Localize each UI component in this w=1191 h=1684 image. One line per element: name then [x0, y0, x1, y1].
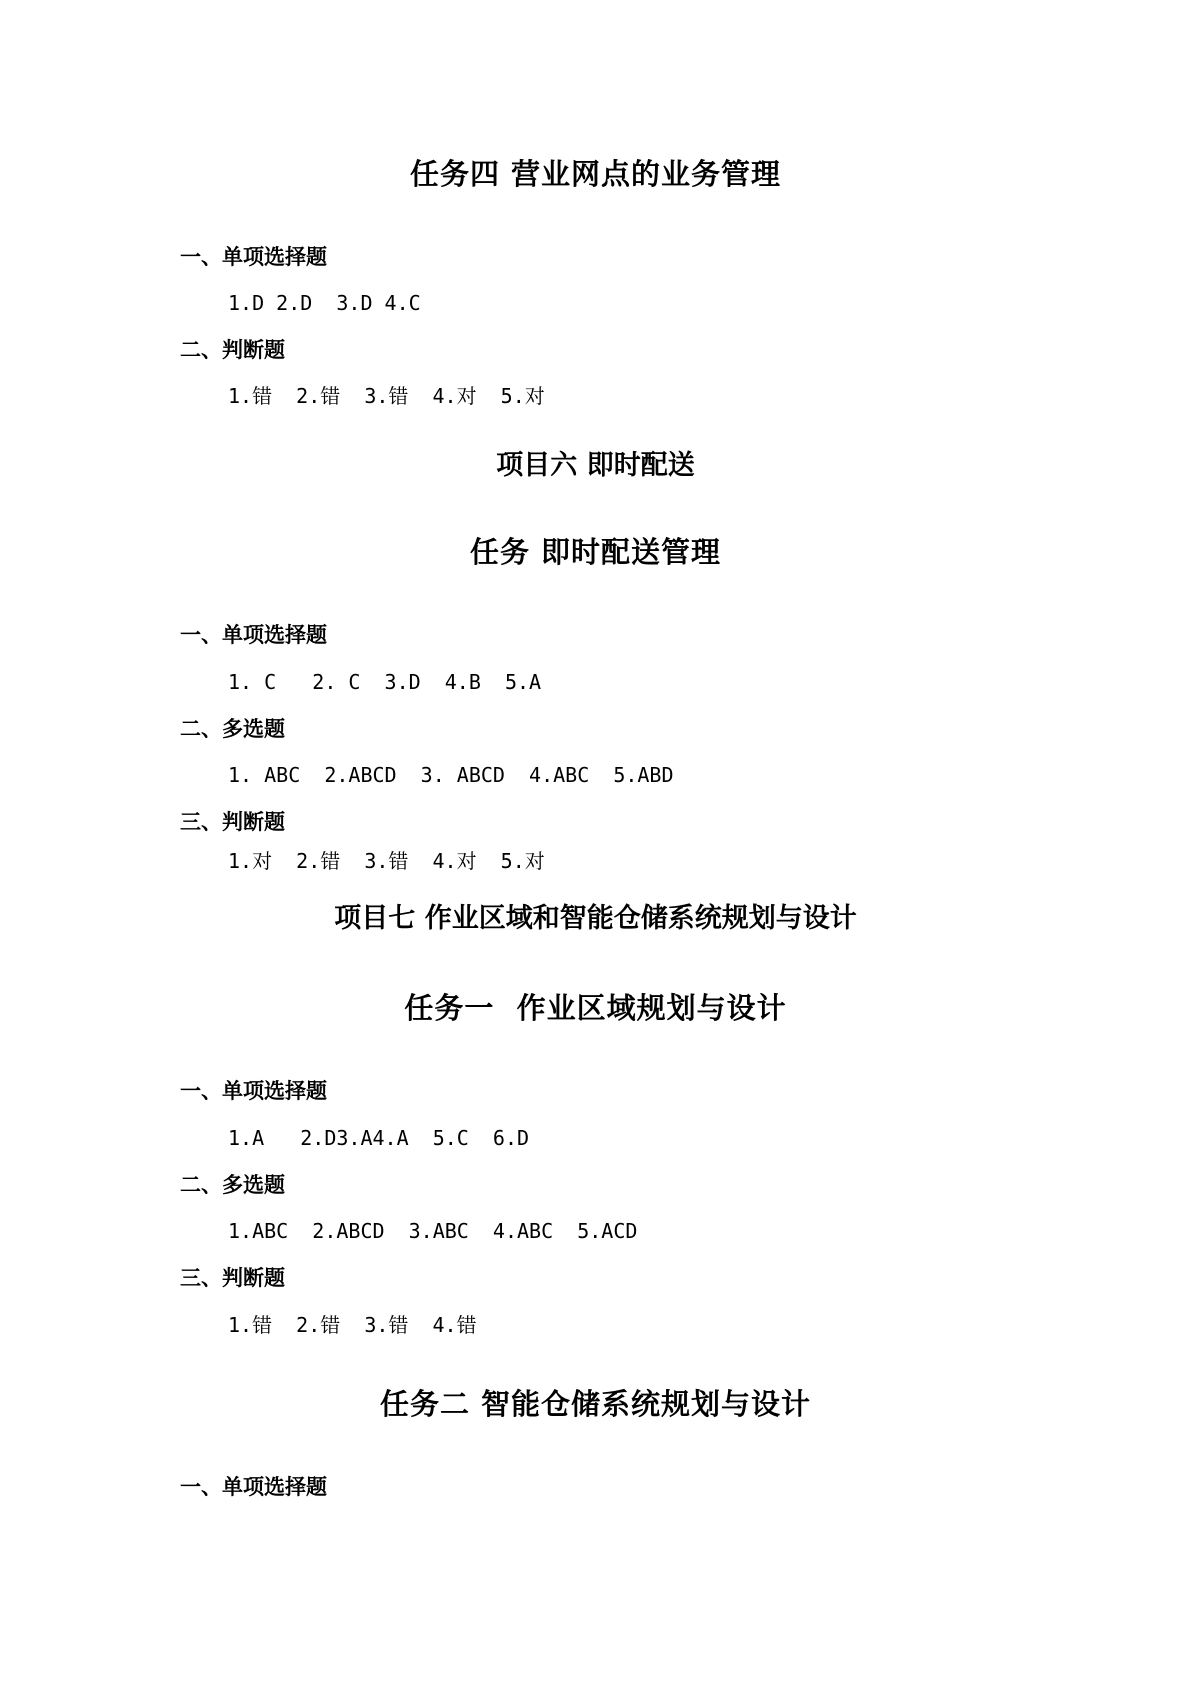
section-heading: 一、单项选择题: [180, 622, 327, 647]
project-title: 项目六 即时配送: [496, 450, 695, 481]
section-heading: 三、判断题: [180, 809, 285, 834]
answer-line: 1.错 2.错 3.错 4.对 5.对: [228, 384, 545, 408]
answer-line: 1.D 2.D 3.D 4.C: [228, 291, 421, 315]
answer-line: 1.错 2.错 3.错 4.错: [228, 1313, 477, 1337]
section-heading: 一、单项选择题: [180, 1474, 327, 1499]
task-title: 任务四 营业网点的业务管理: [409, 157, 782, 191]
section-heading: 二、多选题: [180, 1172, 285, 1197]
answer-line: 1. C 2. C 3.D 4.B 5.A: [228, 670, 542, 694]
task-title: 任务一 作业区域规划与设计: [404, 991, 787, 1025]
answer-line: 1. ABC 2.ABCD 3. ABCD 4.ABC 5.ABD: [228, 763, 674, 787]
answer-line: 1.对 2.错 3.错 4.对 5.对: [228, 849, 545, 873]
section-heading: 二、判断题: [180, 337, 285, 362]
task-title: 任务 即时配送管理: [469, 535, 722, 569]
section-heading: 三、判断题: [180, 1265, 285, 1290]
section-heading: 一、单项选择题: [180, 244, 327, 269]
answer-line: 1.A 2.D3.A4.A 5.C 6.D: [228, 1126, 530, 1150]
section-heading: 一、单项选择题: [180, 1078, 327, 1103]
project-title: 项目七 作业区域和智能仓储系统规划与设计: [334, 903, 857, 934]
answer-line: 1.ABC 2.ABCD 3.ABC 4.ABC 5.ACD: [228, 1219, 638, 1243]
task-title: 任务二 智能仓储系统规划与设计: [379, 1387, 812, 1421]
section-heading: 二、多选题: [180, 716, 285, 741]
